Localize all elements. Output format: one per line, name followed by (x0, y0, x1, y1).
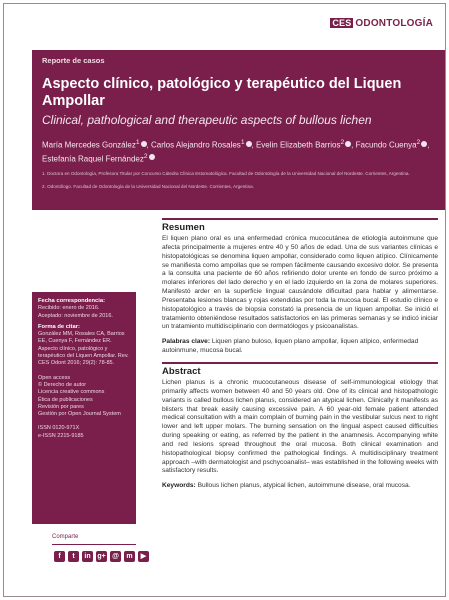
article-banner (32, 50, 445, 210)
keywords-text-es: Liquen plano buloso, liquen plano ampollar, liquen atípico, enfermedad autoinmune, mucosa bucal. (162, 338, 419, 355)
affiliation-1: 1. Doctora en Odontología, Profesora Titular por Concurso Cátedra Clínica Estomatológica. Facultad de Odontología de la Universidad Nacional del Nordeste. Corrientes, Argentina. (42, 171, 410, 177)
email-icon[interactable]: @ (110, 551, 121, 562)
affiliations (42, 170, 435, 190)
article-title-en: Clinical, pathological and therapeutic aspects of bullous lichen (42, 113, 372, 127)
keywords-text-en: Bullous lichen planus, atypical lichen, autoimmune disease, oral mucosa. (197, 482, 411, 490)
page-frame (3, 3, 446, 597)
received-date: Recibido: enero de 2016. (38, 305, 100, 312)
abstract-heading: Abstract (162, 362, 438, 377)
resumen-text: El liquen plano oral es una enfermedad crónica mucocutánea de etiología autoinmune que afecta principalmente a mujeres entre 40 y 50 años de edad. Una de sus variantes clínicas e histopatológicas se denomina liquen ampollar, considerado como liquen atípico. Clínicamente se manifiesta como ampollas que se rompen fácilmente causando excesivo dolor. Se presenta a la consulta una paciente de 60 años refiriendo dolor urente en fondo de surco próximo a molares inferiores del lado derecho y en el lado izquierdo en la zona de molares superiores. Manifestó arder en la superficie lingual causándole dificultad para hablar y alimentarse. Presentaba lesiones blancas y rojas extendidas por toda la mucosa bucal. El estudio clínico e histopatológico a través de biopsia constató la presencia de un liquen ampollar. Se inició el tratamiento obteniéndose resultados satisfactorios en las primeras semanas y se indicó iniciar un tratamiento multidisciplinario con dermatólogos y psicoanalistas. (162, 235, 438, 331)
author-name[interactable]: , Evelin Elizabeth Barrios (251, 140, 341, 150)
issn: ISSN 0120-971X (38, 425, 80, 432)
open-access-link[interactable]: Open access (38, 374, 71, 381)
cite-text: González MM, Rosales CA, Barrios EE, Cuenya F, Fernández ER. Aspecto clínico, patológico y terapéutico del Liquen Ampollar. Rev. CES Odont 2016; 29(2): 78-85. (38, 331, 129, 367)
author-affil-sup: 1 (135, 139, 140, 146)
correspondence-label: Fecha correspondencia: (38, 298, 106, 304)
abstract-text: Lichen planus is a chronic mucocutaneous disease of self-immunological etiology that primarily affects women between 40 and 50 years old. One of its clinical and histopathologic variants is called bullous lichen planus, considered an atypical lichen. Clinically it manifests as blisters that break easily causing excessive pain. A 60 year-old female patient attended medical consultation with a main complain of burning pain in the vestibular sulcus next to right lower and left upper molars. The burning sensation on the lingual aspect caused difficulties during speaking or eating, as referred by the patient in the anamnesis. Accompanying white and red lesions spread throughout the oral mucosa. Both clinical examination and histopathological biopsy confirmed the pathological findings. A multidisciplinary treatment approach –with dermatologist and pschycoanalist– was established in the following weeks with satisfactory results. (162, 378, 438, 475)
share-icons (54, 551, 149, 562)
author-name[interactable]: , Carlos Alejandro Rosales (146, 140, 241, 150)
twitter-icon[interactable]: t (68, 551, 79, 562)
youtube-icon[interactable]: ▶ (138, 551, 149, 562)
share-label: Comparte (52, 534, 79, 540)
share-divider (52, 544, 136, 545)
eissn: e-ISSN 2215-9185 (38, 432, 84, 439)
keywords-label-es: Palabras clave: (162, 338, 211, 346)
copyright-link[interactable]: © Derecho de autor (38, 381, 87, 388)
author-affil-sup: 2 (416, 139, 421, 146)
article-info-sidebar (32, 292, 136, 524)
article-body (162, 218, 438, 497)
journal-header (4, 4, 445, 44)
ojs-link[interactable]: Gestión por Open Journal System (38, 411, 121, 418)
affiliation-2: 2. Odontólogo. Facultad de Odontología de la Universidad Nacional del Nordeste. Corrientes, Argentina. (42, 184, 254, 190)
journal-name: ODONTOLOGÍA (355, 18, 433, 29)
author-affil-sup: 1 (240, 139, 245, 146)
article-title-es: Aspecto clínico, patológico y terapéutico del Liquen Ampollar (42, 76, 402, 109)
journal-badge: CES (332, 18, 352, 28)
mendeley-icon[interactable]: m (124, 551, 135, 562)
peer-review-link[interactable]: Revisión por pares (38, 403, 84, 410)
author-name[interactable]: María Mercedes González (42, 140, 136, 150)
abstract-keywords (162, 482, 438, 491)
google-plus-icon[interactable]: g+ (97, 553, 106, 560)
author-list (42, 137, 435, 164)
keywords-label-en: Keywords: (162, 482, 196, 490)
orcid-icon[interactable] (149, 154, 155, 160)
linkedin-icon[interactable]: in (82, 551, 93, 562)
accepted-date: Aceptado: noviembre de 2016. (38, 312, 113, 319)
journal-logo[interactable] (330, 18, 433, 29)
author-name[interactable]: , Estefanía Raquel Fernández (42, 140, 430, 164)
section-tag: Reporte de casos (42, 56, 105, 65)
license-link[interactable]: Licencia creative commons (38, 389, 105, 396)
author-name[interactable]: , Facundo Cuenya (351, 140, 417, 150)
author-affil-sup: 2 (340, 139, 345, 146)
resumen-heading: Resumen (162, 218, 438, 233)
facebook-icon[interactable]: f (54, 551, 65, 562)
author-affil-sup: 2 (143, 152, 148, 160)
resumen-keywords (162, 338, 438, 356)
cite-label: Forma de citar: (38, 323, 80, 330)
ethics-link[interactable]: Ética de publicaciones (38, 396, 93, 403)
